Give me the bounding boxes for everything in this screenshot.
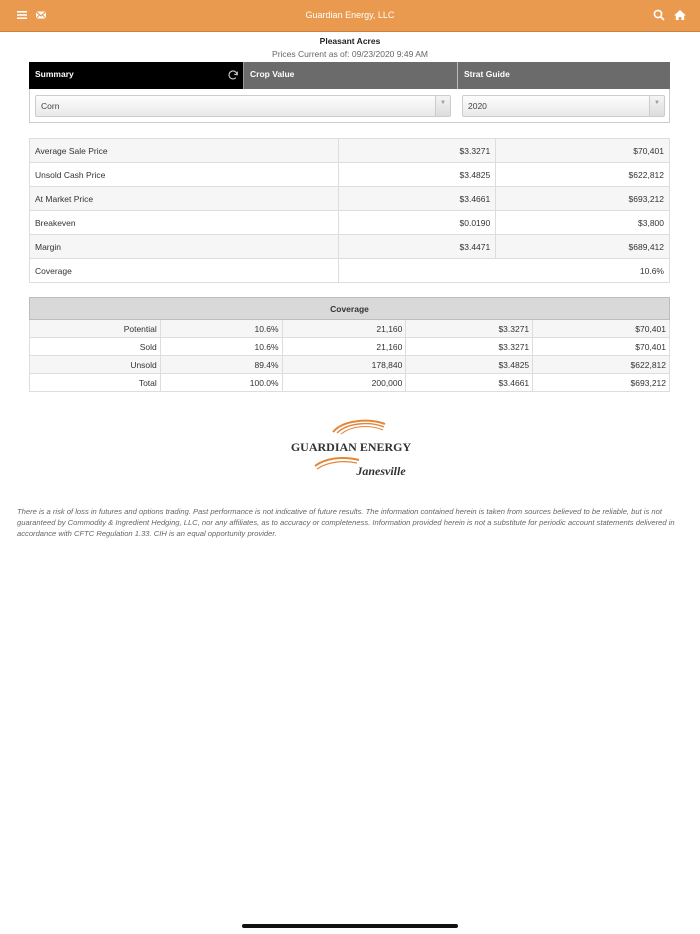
- row-label: Unsold Cash Price: [30, 163, 339, 187]
- row-per-unit: $3.4825: [339, 163, 496, 187]
- cov-value: $70,401: [533, 320, 670, 338]
- cov-qty: 21,160: [282, 338, 406, 356]
- disclaimer: There is a risk of loss in futures and options trading. Past performance is not indicative of future results. The information contained herein is taken from sources believed to be reliable, but is not guaranteed by Commodity & Ingredient Hedging, LLC, nor any affiliates, as to accuracy or completeness. Information provided herein is not a substitute for periodic account statements delivered in accordance with CFTC Regulation 1.33. CIH is an equal opportunity provider.: [17, 507, 675, 538]
- tab-strat-guide-label: Strat Guide: [464, 69, 510, 79]
- table-row: [30, 259, 670, 283]
- cov-pct: 10.6%: [160, 320, 282, 338]
- table-row: [30, 356, 670, 374]
- year-select[interactable]: [462, 95, 665, 117]
- table-row: [30, 211, 670, 235]
- prices-current: Prices Current as of: 09/23/2020 9:49 AM: [272, 49, 428, 59]
- tab-crop-value[interactable]: [243, 62, 457, 89]
- tab-strat-guide[interactable]: [457, 62, 670, 89]
- row-label: Breakeven: [30, 211, 339, 235]
- cov-price: $3.4825: [406, 356, 533, 374]
- page-header: [0, 36, 700, 59]
- table-row: [30, 320, 670, 338]
- table-row: [30, 374, 670, 392]
- table-row: [30, 163, 670, 187]
- tab-crop-value-label: Crop Value: [250, 69, 295, 79]
- row-per-unit: $3.4471: [339, 235, 496, 259]
- cov-price: $3.3271: [406, 320, 533, 338]
- home-indicator: [242, 924, 458, 928]
- cov-pct: 89.4%: [160, 356, 282, 374]
- top-bar: [0, 0, 700, 32]
- cov-label: Potential: [30, 320, 161, 338]
- row-label: Average Sale Price: [30, 139, 339, 163]
- row-coverage-value: 10.6%: [339, 259, 670, 283]
- table-row: [30, 338, 670, 356]
- tab-summary[interactable]: [29, 62, 243, 89]
- search-icon[interactable]: [652, 8, 666, 22]
- cov-price: $3.3271: [406, 338, 533, 356]
- row-total: $689,412: [496, 235, 670, 259]
- summary-table: [29, 138, 670, 283]
- coverage-title: Coverage: [30, 298, 670, 320]
- tab-bar: [29, 62, 670, 89]
- row-label: Coverage: [30, 259, 339, 283]
- logo-line2: Janesville: [356, 464, 406, 478]
- row-label: At Market Price: [30, 187, 339, 211]
- cov-qty: 21,160: [282, 320, 406, 338]
- row-total: $70,401: [496, 139, 670, 163]
- cov-pct: 10.6%: [160, 338, 282, 356]
- cov-price: $3.4661: [406, 374, 533, 392]
- table-row: [30, 235, 670, 259]
- chevron-down-icon[interactable]: ▼: [649, 96, 664, 116]
- cov-value: $693,212: [533, 374, 670, 392]
- row-total: $693,212: [496, 187, 670, 211]
- table-row: [30, 139, 670, 163]
- refresh-icon[interactable]: [227, 69, 239, 81]
- row-total: $622,812: [496, 163, 670, 187]
- cov-label: Unsold: [30, 356, 161, 374]
- home-icon[interactable]: [673, 8, 687, 22]
- farm-name: Pleasant Acres: [319, 36, 381, 46]
- cov-pct: 100.0%: [160, 374, 282, 392]
- chevron-down-icon[interactable]: ▼: [435, 96, 450, 116]
- guardian-energy-logo: [281, 418, 421, 480]
- row-per-unit: $3.3271: [339, 139, 496, 163]
- tab-summary-label: Summary: [35, 69, 74, 79]
- row-per-unit: $0.0190: [339, 211, 496, 235]
- app-title: Guardian Energy, LLC: [305, 10, 395, 20]
- logo-line1: GUARDIAN ENERGY: [290, 440, 412, 454]
- cov-label: Total: [30, 374, 161, 392]
- cov-label: Sold: [30, 338, 161, 356]
- cov-qty: 178,840: [282, 356, 406, 374]
- selector-row: [29, 89, 670, 123]
- cov-qty: 200,000: [282, 374, 406, 392]
- coverage-table: [29, 297, 670, 392]
- row-per-unit: $3.4661: [339, 187, 496, 211]
- cov-value: $622,812: [533, 356, 670, 374]
- row-total: $3,800: [496, 211, 670, 235]
- year-select-value: 2020: [468, 101, 487, 111]
- cov-value: $70,401: [533, 338, 670, 356]
- crop-select-value: Corn: [41, 101, 60, 111]
- row-label: Margin: [30, 235, 339, 259]
- crop-select[interactable]: [35, 95, 451, 117]
- table-row: [30, 187, 670, 211]
